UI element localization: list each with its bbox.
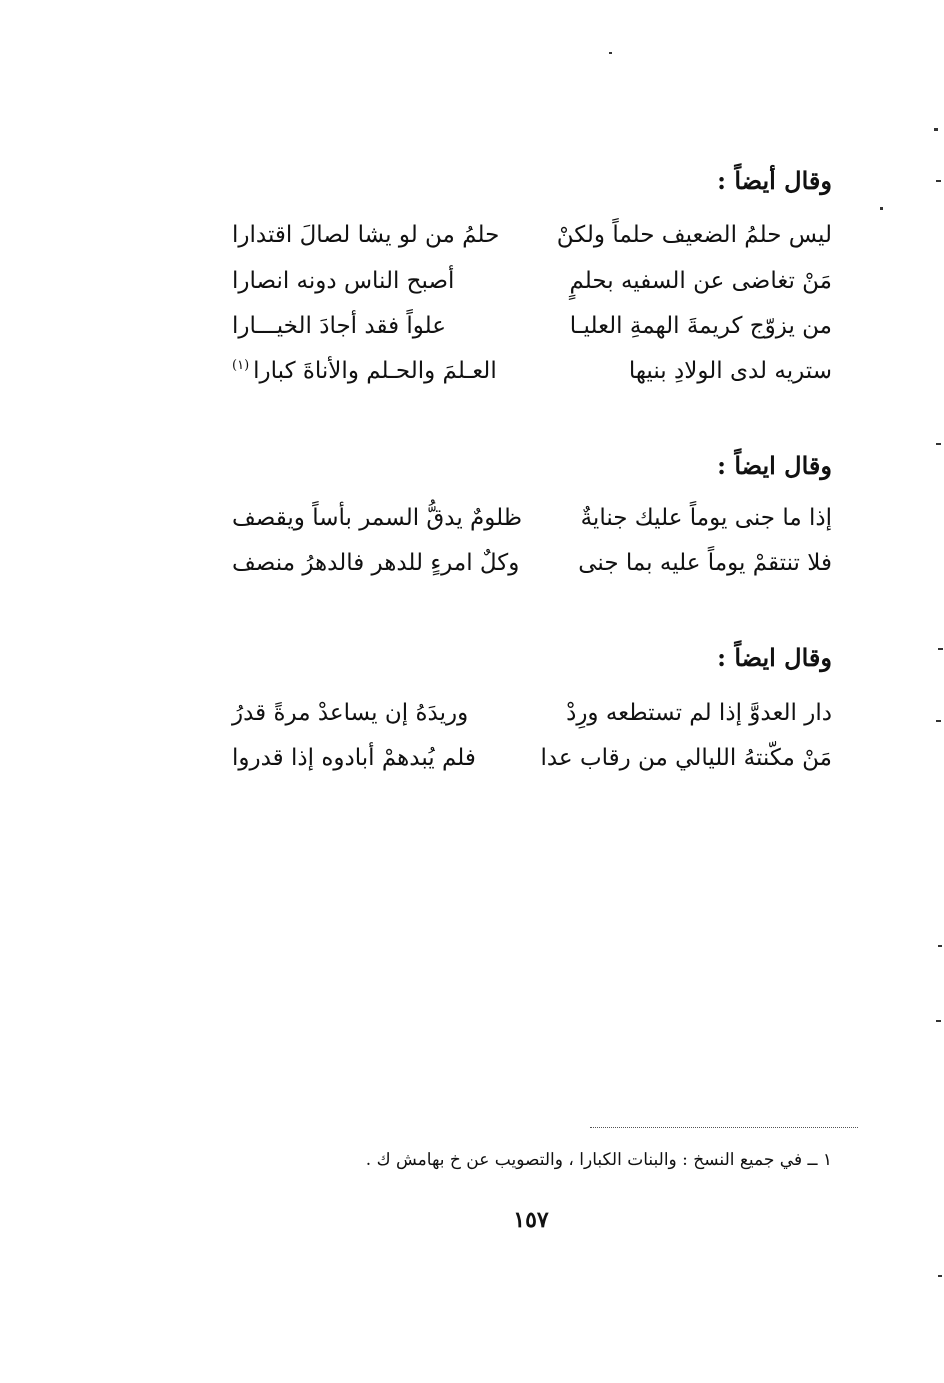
section-heading: وقال أيضاً : bbox=[717, 166, 832, 195]
verse-second-hemistich: وريدَهُ إن يساعدْ مرةً قدرُ bbox=[232, 700, 469, 726]
scan-speck bbox=[936, 180, 941, 182]
verse-first-hemistich: من يزوّج كريمةَ الهمةِ العليـا bbox=[569, 313, 832, 339]
scan-speck bbox=[938, 1275, 942, 1277]
footnote-reference[interactable]: (١) bbox=[232, 358, 250, 374]
section-heading: وقال ايضاً : bbox=[717, 643, 832, 672]
verse-first-hemistich: فلا تنتقمْ يوماً عليه بما جنى bbox=[578, 550, 832, 576]
verse-first-hemistich: مَنْ مكّنتهُ الليالي من رقاب عدا bbox=[540, 745, 832, 771]
verse-line bbox=[232, 313, 832, 353]
verse-second-hemistich: علواً فقد أجادَ الخيـــارا bbox=[232, 313, 447, 339]
scan-speck bbox=[880, 207, 883, 210]
scan-speck bbox=[609, 52, 612, 54]
verse-first-hemistich: ستريه لدى الولادِ بنيها bbox=[628, 358, 832, 384]
verse-first-hemistich: ليس حلمُ الضعيف حلماً ولكنْ bbox=[556, 222, 832, 248]
scan-speck bbox=[938, 648, 943, 650]
verse-second-hemistich: ظلومٌ يدقُّ السمر بأساً ويقصف bbox=[232, 505, 523, 531]
scan-speck bbox=[934, 128, 938, 131]
scan-speck bbox=[936, 1020, 941, 1022]
verse-second-hemistich: فلم يُبدهمْ أبادوه إذا قدروا bbox=[232, 745, 476, 771]
verse-first-hemistich: دار العدوَّ إذا لم تستطعه ورِدْ bbox=[566, 700, 832, 726]
verse-line bbox=[232, 358, 832, 398]
verse-second-hemistich: أصبح الناس دونه انصارا bbox=[232, 268, 455, 294]
verse-line bbox=[232, 505, 832, 545]
verse-line bbox=[232, 222, 832, 262]
page-number: ١٥٧ bbox=[513, 1207, 549, 1233]
verse-second-hemistich: حلمُ من لو يشا لصالَ اقتدارا bbox=[232, 222, 500, 248]
verse-second-hemistich-text: العـلمَ والحـلم والأناةَ كبارا bbox=[253, 358, 497, 384]
verse-first-hemistich: مَنْ تغاضى عن السفيه بحلمٍ bbox=[569, 268, 832, 294]
verse-line bbox=[232, 700, 832, 740]
verse-second-hemistich: وكلٌ امرءٍ للدهر فالدهرُ منصف bbox=[232, 550, 520, 576]
section-heading: وقال ايضاً : bbox=[717, 451, 832, 480]
scan-speck bbox=[936, 443, 941, 445]
verse-first-hemistich: إذا ما جنى يوماً عليك جنايةٌ bbox=[580, 505, 832, 531]
footnote-separator bbox=[590, 1127, 858, 1128]
scan-speck bbox=[936, 720, 941, 722]
footnote-text: ١ ــ في جميع النسخ : والبنات الكبارا ، والتصويب عن خ بهامش ك . bbox=[365, 1150, 832, 1170]
verse-line bbox=[232, 268, 832, 308]
verse-second-hemistich bbox=[232, 358, 497, 384]
verse-line bbox=[232, 745, 832, 785]
verse-line bbox=[232, 550, 832, 590]
scan-speck bbox=[938, 945, 942, 947]
